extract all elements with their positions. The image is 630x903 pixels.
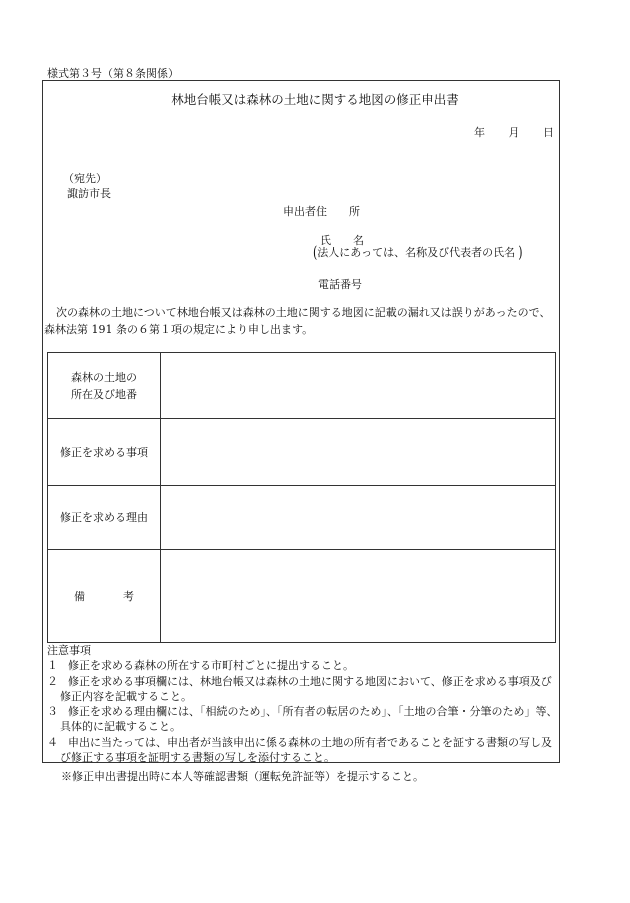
table-row [48,419,556,486]
list-item: １ 修正を求める森林の所在する市町村ごとに提出すること。 [47,659,354,673]
addressee-label: （宛先） [63,172,107,185]
form-title: 林地台帳又は森林の土地に関する地図の修正申出書 [171,92,459,107]
list-item: ２ 修正を求める事項欄には、林地台帳又は森林の土地に関する地図において、修正を求める事項及び修正内容を記載すること。 [47,674,552,703]
correction-reason-field[interactable] [161,486,556,550]
corporation-note [313,244,522,260]
applicant-address-label: 申出者住 所 [283,205,360,218]
correction-item-field[interactable] [161,419,556,486]
notes-heading: 注意事項 [47,644,91,657]
correction-reason-label: 修正を求める理由 [48,486,161,550]
notes-section [47,643,559,765]
date-day: 日 [543,126,554,139]
addressee-name: 諏訪市長 [67,187,111,200]
table-row [48,486,556,550]
right-bracket-icon: ) [518,243,523,262]
footer-note: ※修正申出書提出時に本人等確認書類（運転免許証等）を提示すること。 [61,770,424,783]
date-line [456,124,554,140]
correction-item-label: 修正を求める事項 [48,419,161,486]
application-table [47,352,556,643]
body-text: 次の森林の土地について林地台帳又は森林の土地に関する地図に記載の漏れ又は誤りがあったので、森林法第 191 条の６第１項の規定により申し出ます。 [44,306,551,336]
land-location-field[interactable] [161,353,556,419]
list-item: ４ 申出に当たっては、申出者が当該申出に係る森林の土地の所有者であることを証する書類の写し及び修正する事項を証明する書類の写しを添付すること。 [47,735,552,765]
remarks-label: 備 考 [48,550,161,643]
land-location-label: 森林の土地の 所在及び地番 [48,353,161,419]
date-year: 年 [474,126,485,139]
table-row [48,353,556,419]
table-row [48,550,556,643]
date-month: 月 [508,126,520,139]
corporation-note-text: 法人にあっては、名称及び代表者の氏名 [317,246,516,259]
form-number-label: 様式第３号（第８条関係） [47,67,179,80]
list-item: ３ 修正を求める理由欄には、「相続のため」、「所有者の転居のため」、「土地の合筆・分筆のため」等、具体的に記載すること。 [47,705,558,734]
applicant-name-label: 氏 名 [320,234,364,247]
remarks-field[interactable] [161,550,556,643]
left-bracket-icon: ( [313,243,318,262]
phone-label: 電話番号 [318,278,362,291]
